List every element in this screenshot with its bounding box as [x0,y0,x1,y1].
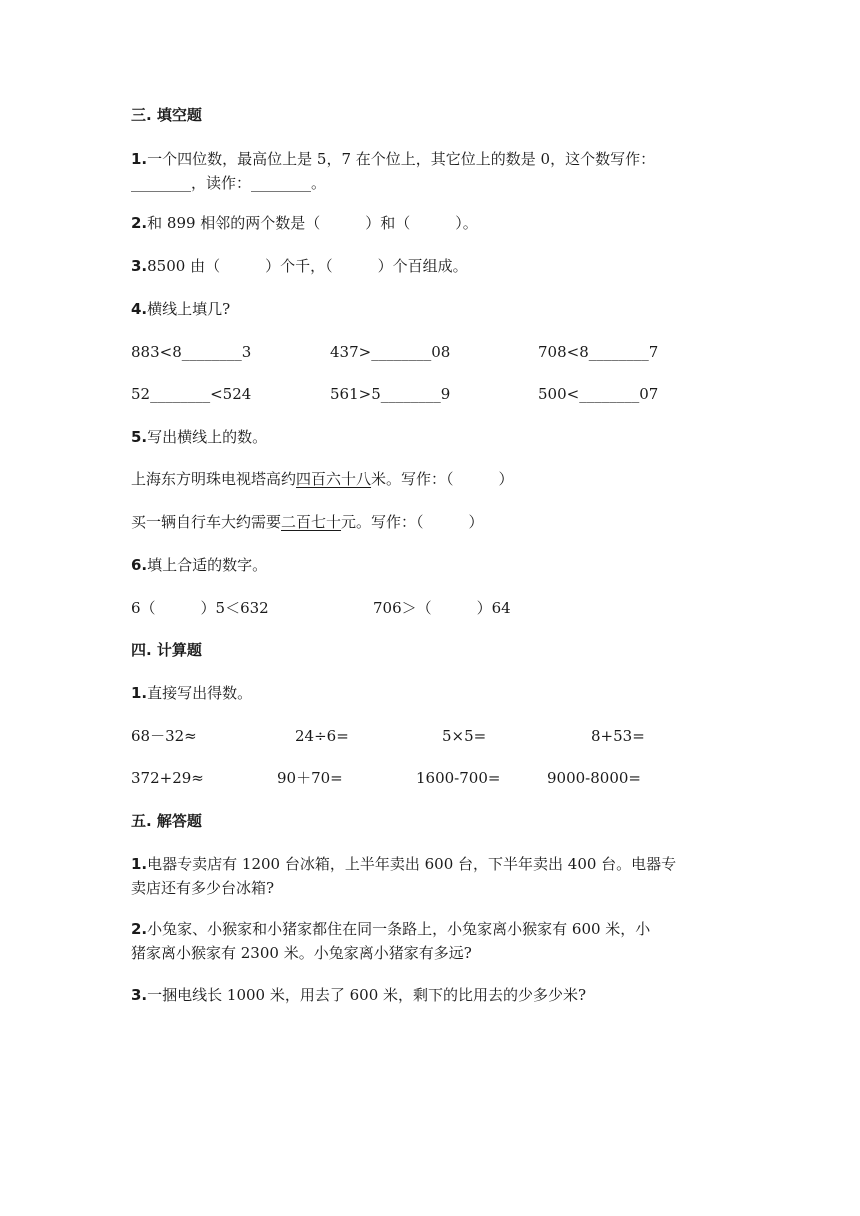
question-text: 直接写出得数。 [147,684,253,702]
fill-item: 883<8________3 [131,343,252,361]
question-number: 5. [131,428,148,446]
question-3-3 [131,255,468,277]
question-number: 3. [131,986,148,1004]
sentence-text: 买一辆自行车大约需要 [131,513,282,531]
calc-item: 1600-700= [416,769,501,787]
calc-item: 9000-8000= [547,769,641,787]
fill-item: 708<8________7 [538,343,659,361]
sentence-text: 米。写作：（ ） [371,470,514,488]
calc-item: 24÷6= [295,727,349,745]
fill-item: 500<________07 [538,385,659,403]
calc-item: 68－32≈ [131,727,197,745]
question-text: 一捆电线长 1000 米，用去了 600 米，剩下的比用去的少多少米? [147,986,587,1004]
question-4-1 [131,682,252,704]
fill-item: 6（ ）5＜632 [131,599,269,617]
question-3-1-line1 [131,148,655,170]
sentence-text: 上海东方明珠电视塔高约 [131,470,297,488]
fill-item: 437>________08 [330,343,451,361]
question-5-2-line1 [131,918,650,940]
question-number: 4. [131,300,148,318]
question-text: 一个四位数，最高位上是 5，7 在个位上，其它位上的数是 0，这个数写作： [147,150,656,168]
question-3-1-line2: ________，读作：________。 [131,174,327,192]
question-text: 小兔家、小猴家和小猪家都住在同一条路上，小兔家离小猴家有 600 米，小 [147,920,651,938]
question-number: 3. [131,257,148,275]
question-number: 1. [131,855,148,873]
question-number: 1. [131,684,148,702]
question-5-2-line2: 猪家离小猴家有 2300 米。小兔家离小猪家有多远? [131,944,472,962]
question-number: 2. [131,214,148,232]
question-text: 电器专卖店有 1200 台冰箱，上半年卖出 600 台，下半年卖出 400 台。电器专 [147,855,677,873]
question-3-5 [131,426,267,448]
calc-item: 90＋70= [277,769,343,787]
fill-item: 52________<524 [131,385,252,403]
question-number: 1. [131,150,148,168]
question-text: 8500 由（ ）个千，（ ）个百组成。 [147,257,468,275]
question-5-1-line1 [131,853,676,875]
question-5-3 [131,984,586,1006]
underlined-number: 四百六十八 [296,470,372,488]
question-3-5-a [131,468,514,490]
fill-item: 561>5________9 [330,385,451,403]
question-3-6 [131,554,267,576]
question-5-1-line2: 卖店还有多少台冰箱? [131,879,275,897]
question-text: 写出横线上的数。 [147,428,268,446]
sentence-text: 元。写作：（ ） [341,513,484,531]
section3-title: 三. 填空题 [131,106,202,124]
fill-item: 706＞（ ）64 [373,599,511,617]
question-text: 和 899 相邻的两个数是（ ）和（ ）。 [147,214,478,232]
question-3-2 [131,212,478,234]
question-text: 横线上填几? [147,300,231,318]
question-number: 2. [131,920,148,938]
section4-title: 四. 计算题 [131,641,202,659]
calc-item: 372+29≈ [131,769,204,787]
section5-title: 五. 解答题 [131,812,202,830]
calc-item: 5×5= [442,727,487,745]
question-3-4 [131,298,230,320]
calc-item: 8+53= [591,727,645,745]
question-3-5-b [131,511,484,533]
underlined-number: 二百七十 [281,513,342,531]
question-text: 填上合适的数字。 [147,556,268,574]
question-number: 6. [131,556,148,574]
